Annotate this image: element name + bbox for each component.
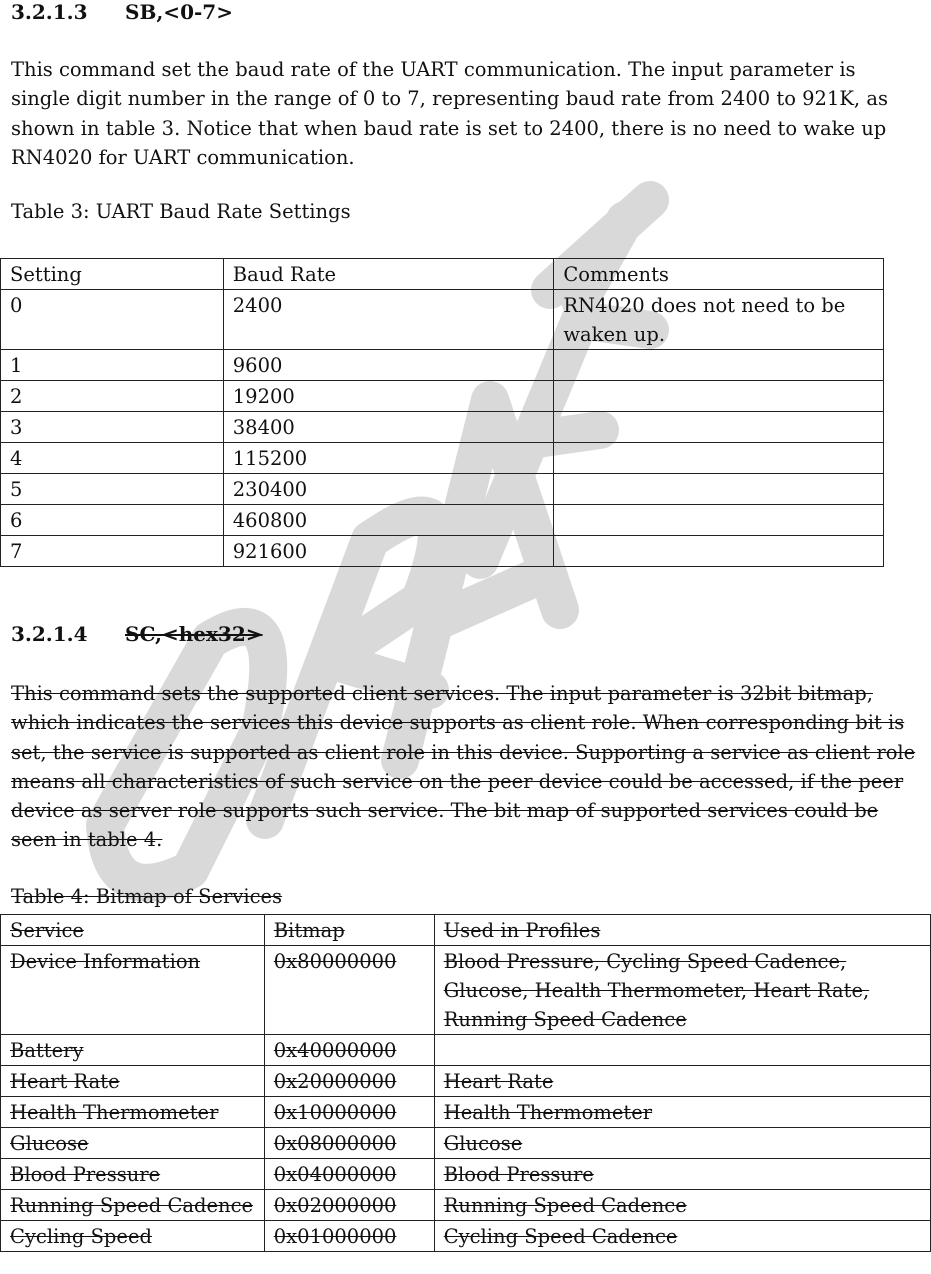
table-cell: Blood Pressure (434, 1159, 930, 1190)
table-cell: 4 (1, 443, 224, 474)
table-cell: 0x04000000 (264, 1159, 434, 1190)
table-cell (434, 1035, 930, 1066)
table-cell: 0x08000000 (264, 1128, 434, 1159)
table-cell: 2400 (223, 290, 554, 350)
table-cell: 0x02000000 (264, 1190, 434, 1221)
table-header-row (1, 259, 884, 290)
table-cell: RN4020 does not need to be waken up. (554, 290, 884, 350)
table-cell: 3 (1, 412, 224, 443)
table-cell (554, 505, 884, 536)
table-row (1, 536, 884, 567)
table-row (1, 1128, 931, 1159)
table-row (1, 350, 884, 381)
table-cell: Glucose (1, 1128, 265, 1159)
table-cell (554, 443, 884, 474)
table-cell: 1 (1, 350, 224, 381)
section-number: 3.2.1.4 (11, 622, 88, 646)
table-header-row (1, 915, 931, 946)
table-row (1, 946, 931, 1035)
header-cell: Bitmap (264, 915, 434, 946)
table-cell: 230400 (223, 474, 554, 505)
baud-rate-table (0, 258, 884, 567)
section-paragraph-3-2-1-3: This command set the baud rate of the UART communication. The input parameter is single digit number in the range of 0 to 7, representing baud rate from 2400 to 921K, as shown in table 3. Notice that when baud rate is set to 2400, there is no need to wake up RN4020 for UART communication. (11, 58, 888, 169)
section-title: SC,<hex32> (125, 622, 263, 646)
header-cell: Setting (1, 259, 224, 290)
table-cell: 115200 (223, 443, 554, 474)
table-cell: 460800 (223, 505, 554, 536)
table-cell: 921600 (223, 536, 554, 567)
table-cell: Running Speed Cadence (1, 1190, 265, 1221)
table-cell: 0 (1, 290, 224, 350)
table-row (1, 290, 884, 350)
table-cell: Blood Pressure (1, 1159, 265, 1190)
table-cell: Heart Rate (1, 1066, 265, 1097)
table-row (1, 443, 884, 474)
table-cell: Cycling Speed Cadence (434, 1221, 930, 1252)
services-bitmap-table (0, 914, 931, 1252)
section-heading-3-2-1-4 (11, 622, 263, 646)
table-row (1, 412, 884, 443)
table-cell: Device Information (1, 946, 265, 1035)
table-row (1, 505, 884, 536)
table-cell: 9600 (223, 350, 554, 381)
table-cell (554, 536, 884, 567)
table-cell: 5 (1, 474, 224, 505)
table-cell: Health Thermometer (434, 1097, 930, 1128)
table-cell: 7 (1, 536, 224, 567)
header-cell: Service (1, 915, 265, 946)
table-cell: 2 (1, 381, 224, 412)
table-cell: 6 (1, 505, 224, 536)
header-cell: Comments (554, 259, 884, 290)
table-cell: 19200 (223, 381, 554, 412)
table-cell: Running Speed Cadence (434, 1190, 930, 1221)
table-cell: 0x80000000 (264, 946, 434, 1035)
header-cell: Baud Rate (223, 259, 554, 290)
table-cell (554, 474, 884, 505)
table-cell (554, 381, 884, 412)
table-cell: Blood Pressure, Cycling Speed Cadence, Glucose, Health Thermometer, Heart Rate, Running Speed Cadence (434, 946, 930, 1035)
section-title: SB,<0-7> (125, 0, 233, 24)
table-row (1, 1066, 931, 1097)
section-paragraph-3-2-1-4: This command sets the supported client services. The input parameter is 32bit bitmap, which indicates the services this device supports as client role. When corresponding bit is set, the service is supported as client role in this device. Supporting a service as client role means all characteristics of such service on the peer device could be accessed, if the peer device as server role supports such service. The bit map of supported services could be seen in table 4. (11, 682, 916, 852)
table-row (1, 1097, 931, 1128)
table-cell: 0x10000000 (264, 1097, 434, 1128)
table-row (1, 474, 884, 505)
table-cell (554, 350, 884, 381)
table-3-caption: Table 3: UART Baud Rate Settings (11, 200, 351, 223)
table-cell: 0x20000000 (264, 1066, 434, 1097)
table-cell (554, 412, 884, 443)
table-cell: Glucose (434, 1128, 930, 1159)
table-cell: Heart Rate (434, 1066, 930, 1097)
table-cell: Cycling Speed (1, 1221, 265, 1252)
table-cell: Health Thermometer (1, 1097, 265, 1128)
header-cell: Used in Profiles (434, 915, 930, 946)
table-cell: 38400 (223, 412, 554, 443)
table-cell: 0x40000000 (264, 1035, 434, 1066)
section-number: 3.2.1.3 (11, 0, 88, 24)
table-cell: 0x01000000 (264, 1221, 434, 1252)
table-row (1, 1190, 931, 1221)
table-row (1, 381, 884, 412)
table-row (1, 1035, 931, 1066)
table-row (1, 1159, 931, 1190)
table-4-caption: Table 4: Bitmap of Services (11, 885, 283, 908)
table-cell: Battery (1, 1035, 265, 1066)
section-heading-3-2-1-3 (11, 0, 233, 24)
table-row (1, 1221, 931, 1252)
